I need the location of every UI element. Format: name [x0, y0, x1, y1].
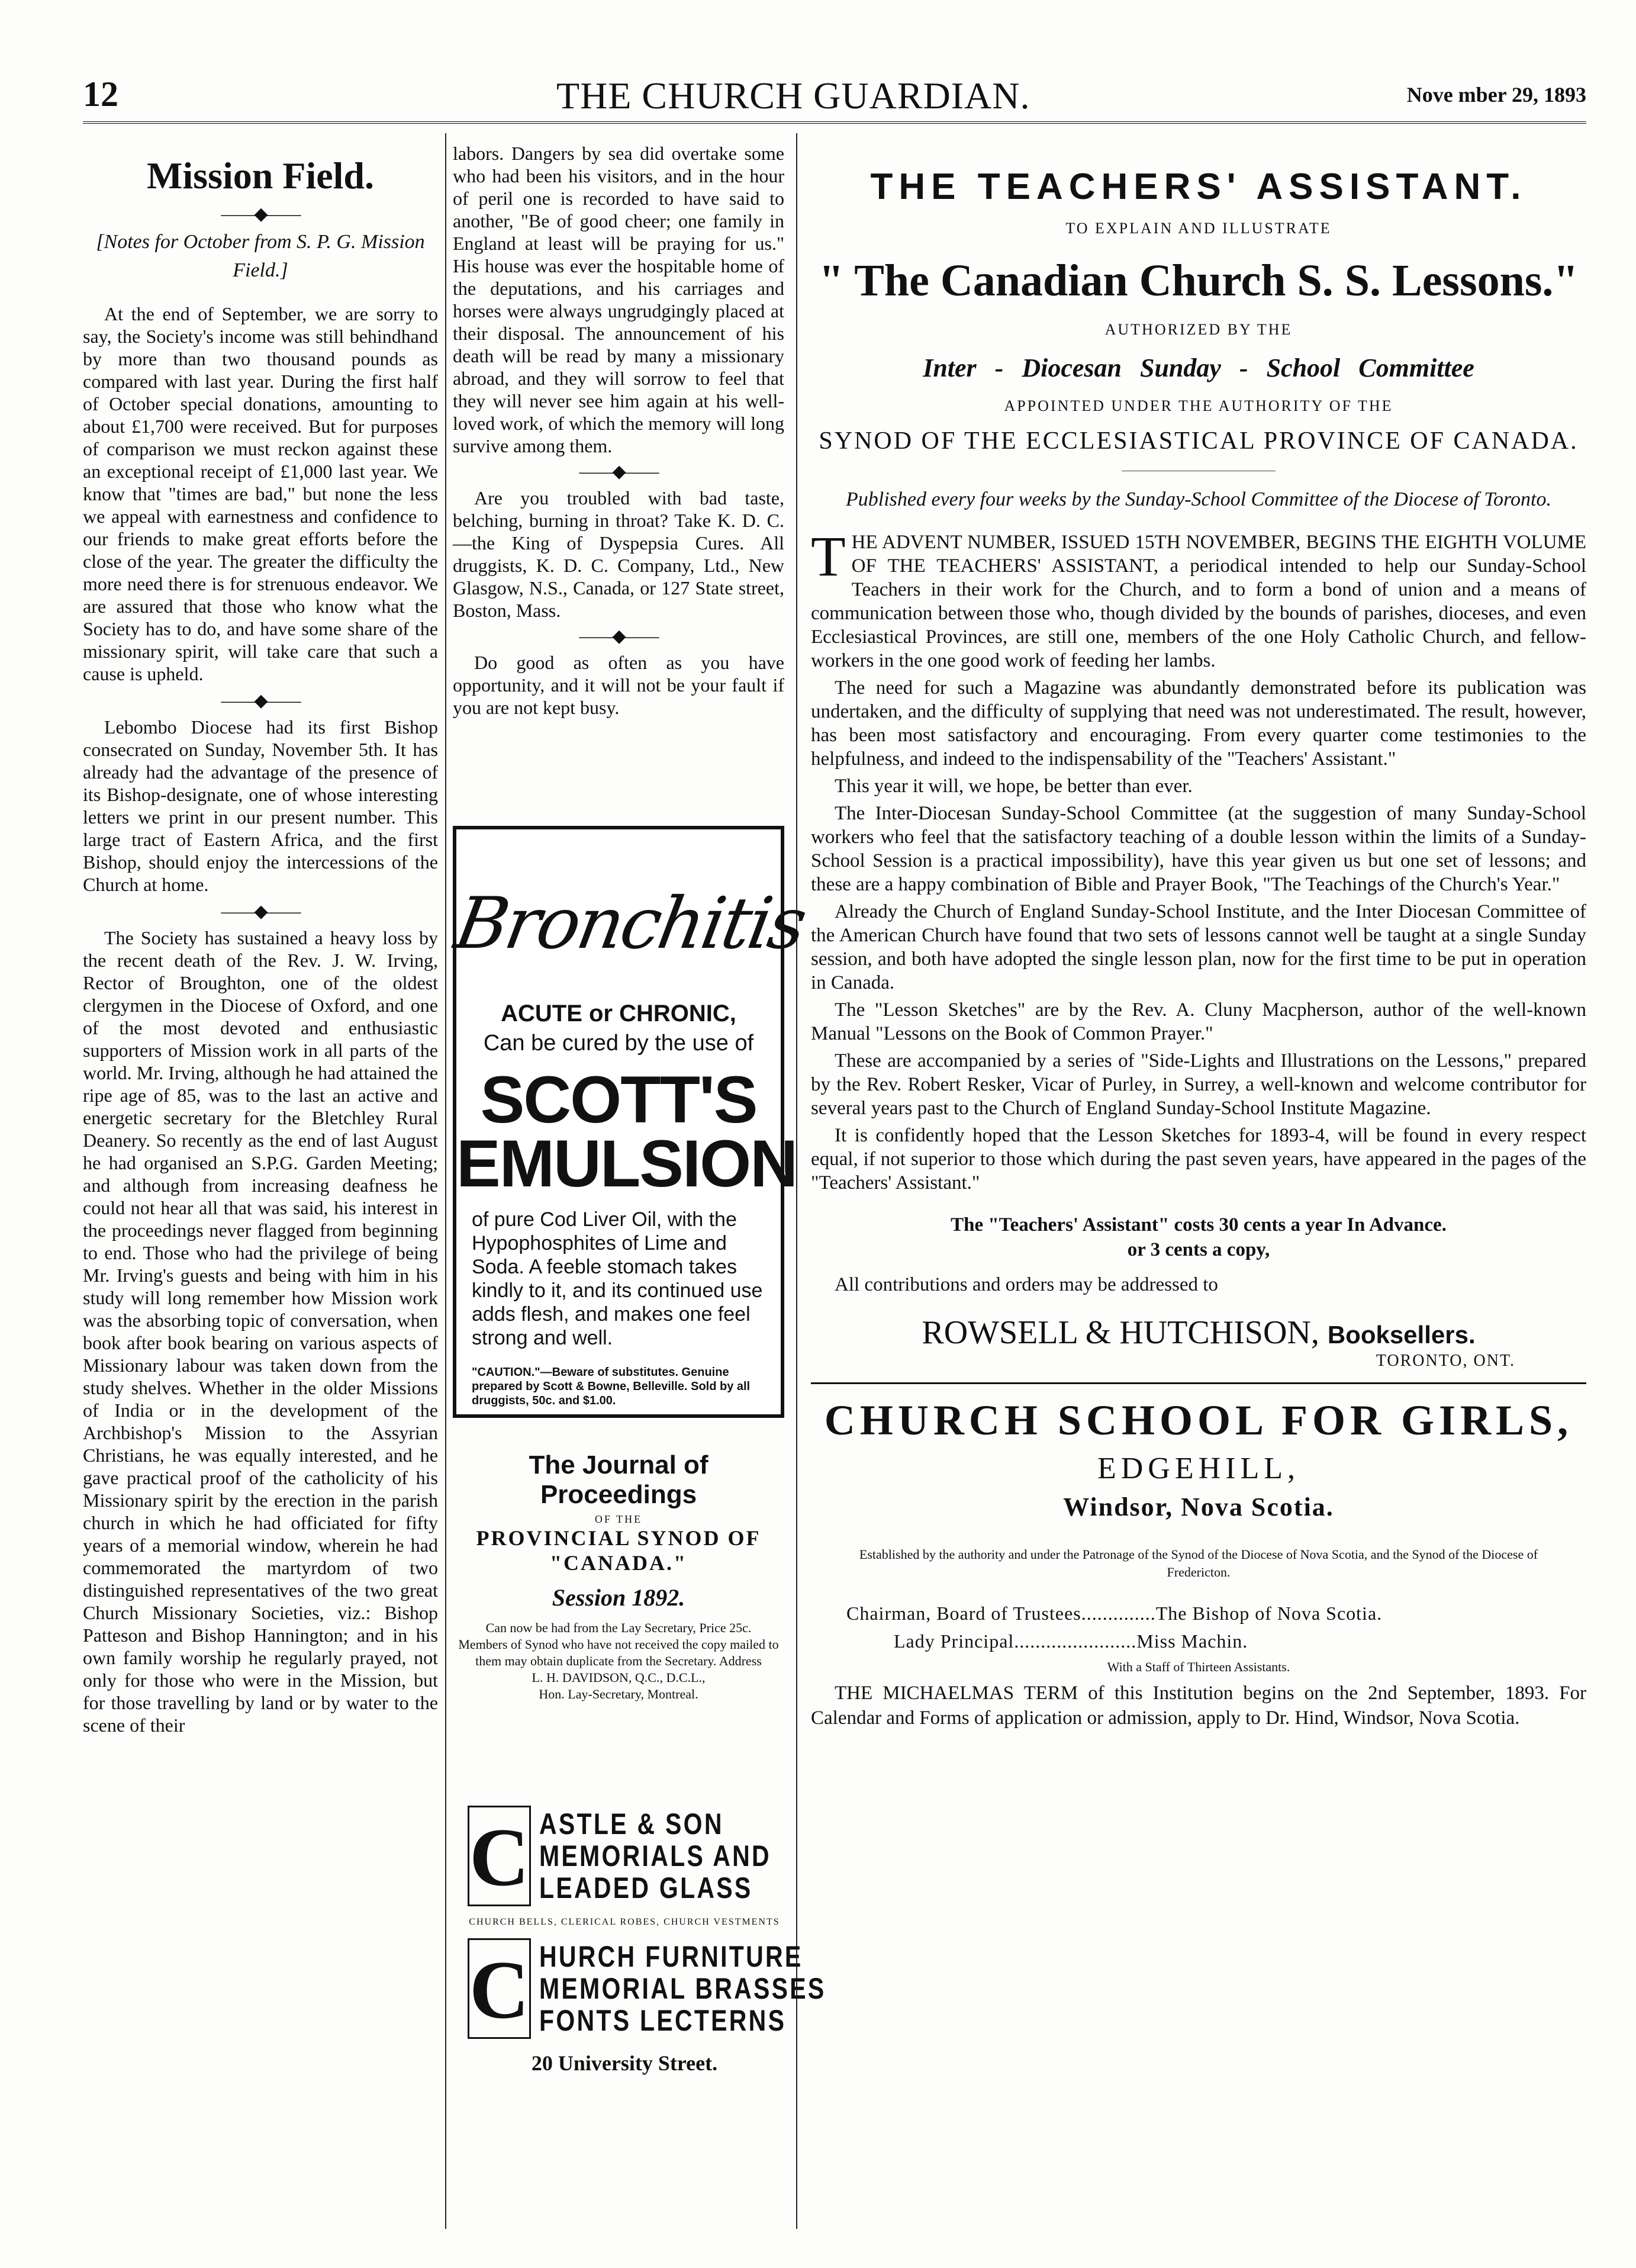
publication-note: Published every four weeks by the Sunday-School Committee of the Diocese of Toronto. — [846, 488, 1551, 510]
advert-caution: "CAUTION."—Beware of substitutes. Genuine prepared by Scott & Bowne, Belleville. Sold by all druggists, 50c. and $1.00. — [472, 1366, 751, 1407]
advert-lines — [539, 1941, 826, 2037]
advert-line: MEMORIALS AND — [539, 1839, 771, 1873]
middle-column — [453, 142, 784, 722]
school-staff: With a Staff of Thirteen Assistants. — [1107, 1659, 1290, 1674]
paragraph: The Society has sustained a heavy loss by the recent death of the Rev. J. W. Irving, Rector of Broughton, one of the oldest clergymen in the Diocese of Oxford, and one of the most devoted and enthusiastic supporters of Mission work in all parts of the world. Mr. Irving, although he had attained the ripe age of 85, was to the last an active and energetic secretary for the Bletchley Rural Deanery. So recently as the end of last August he had organised an S.P.G. Garden Meeting; and although from increasing deafness he could not hear all that was said, his interest in the proceedings never flagged from beginning to end. Those who had the privilege of being Mr. Irving's guests and being with him in his study will long remember how Mission work was the absorbing topic of conversation, when book after book bearing on various aspects of Missionary labour was taken down from the study shelves. Whether in the older Missions of India or in the development of the Archbishop's Mission to the Assyrian Christians, he was equally interested, and he gave practical proof of the catholicity of his Missionary spirit by the erection in the parish church in which he had officiated for fifty years of a memorial window, wherein he had commemorated the martyrdom of two distinguished representatives of the two great Church Missionary Societies, viz.: Bishop Patteson and Bishop Hannington; and in his own family worship he regularly prayed, not only for those who were in the Mission, but for those travelling by land or by water to the scene of their — [83, 927, 438, 1736]
detail-line: Hon. Lay-Secretary, Montreal. — [539, 1687, 698, 1701]
school-town: Windsor, Nova Scotia. — [1063, 1492, 1334, 1521]
article-continuation — [453, 142, 784, 719]
committee-heading: Inter - Diocesan Sunday - School Committee — [923, 353, 1474, 382]
journal-line: OF THE — [594, 1513, 643, 1525]
advert-line: Can be cured by the use of — [483, 1031, 754, 1056]
divider — [811, 1382, 1586, 1384]
school-chairman: Chairman, Board of Trustees..............The Bishop of Nova Scotia. — [846, 1603, 1383, 1624]
paragraph: It is confidently hoped that the Lesson Sketches for 1893-4, will be found in every respect equal, if not superior to those which during the past seven years, have appeared in the pages of the "Teachers' Assistant." — [811, 1125, 1586, 1193]
publisher-trade: Booksellers. — [1327, 1321, 1476, 1349]
contribution-note: All contributions and orders may be addressed to — [835, 1274, 1218, 1295]
paragraph: Do good as often as you have opportunity, and it will not be your fault if you are not kept busy. — [453, 652, 784, 718]
school-established: Established by the authority and under the Patronage of the Synod of the Diocese of Nova Scotia, and the Synod of the Diocese of Fredericton. — [859, 1547, 1538, 1579]
school-title: CHURCH SCHOOL FOR GIRLS, — [824, 1397, 1573, 1444]
advert-description: of pure Cod Liver Oil, with the Hypophosphites of Lime and Soda. A feeble stomach takes kindly to it, and its continued use adds flesh, and makes one feel strong and well. — [472, 1208, 763, 1349]
price-line: or 3 cents a copy, — [1127, 1239, 1270, 1260]
advert-line: ACUTE or CHRONIC, — [501, 1001, 736, 1027]
paragraph: The Inter-Diocesan Sunday-School Committee (at the suggestion of many Sunday-School workers who feel that the satisfactory teaching of a double lesson within the limits of a Sunday-School Session is a practical impossibility), have this year given us but one set of lessons; and these are a happy combination of Bible and Prayer Book, "The Teachings of the Church's Year." — [811, 803, 1586, 895]
separator: ——◆—— — [221, 204, 300, 224]
advert-title: THE TEACHERS' ASSISTANT. — [870, 166, 1527, 207]
detail-line: Can now be had from the Lay Secretary, Price 25c. — [485, 1620, 752, 1635]
advert-line: ASTLE & SON — [539, 1807, 724, 1841]
paragraph: The "Lesson Sketches" are by the Rev. A. Cluny Macpherson, author of the well-known Manual "Lessons on the Book of Common Prayer." — [811, 999, 1586, 1044]
advert-line: MEMORIAL BRASSES — [539, 1972, 826, 2005]
price-note — [811, 1212, 1586, 1262]
synod-heading: SYNOD OF THE ECCLESIASTICAL PROVINCE OF CANADA. — [819, 427, 1579, 455]
mission-field-column — [83, 142, 438, 1741]
advert-line: LEADED GLASS — [539, 1871, 753, 1905]
lessons-heading: " The Canadian Church S. S. Lessons." — [819, 256, 1579, 305]
paragraph: These are accompanied by a series of "Side-Lights and Illustrations on the Lessons," prepared by the Rev. Robert Resker, Vicar of Purley, in Surrey, a well-known and welcome contributor for several years past to the Church of England Sunday-School Institute Magazine. — [811, 1050, 1586, 1119]
paragraph-text: HE ADVENT NUMBER, ISSUED 15TH NOVEMBER, BEGINS THE EIGHTH VOLUME OF THE TEACHERS' ASSISTANT, a periodical intended to help our Sunday-School Teachers in their work for the Church, and to form a bond of union and a means of communication between those who, though divided by the bounds of parishes, dioceses, and even Ecclesiastical Provinces, are still one, members of the one Holy Catholic Church, and fellow-workers in the one good work of feeding her lambs. — [811, 532, 1586, 671]
detail-line: Members of Synod who have not received the copy mailed to them may obtain duplicate from the Secretary. Address — [458, 1637, 779, 1668]
paragraph: Lebombo Diocese had its first Bishop consecrated on Sunday, November 5th. It has already had the advantage of the presence of its Bishop-designate, one of whose interesting letters we print in our present number. This large tract of Eastern Africa, and the first Bishop, should enjoy the intercessions of the Church at home. — [83, 716, 438, 895]
advert-subtitle: TO EXPLAIN AND ILLUSTRATE — [1065, 220, 1332, 237]
masthead: THE CHURCH GUARDIAN. — [556, 75, 1030, 117]
journal-synod — [453, 1526, 784, 1575]
ornamental-initial: C — [468, 1938, 531, 2039]
kdc-advert: Are you troubled with bad taste, belching, burning in throat? Take K. D. C.—the King of Dyspepsia Cures. All druggists, K. D. C. Company, Ltd., New Glasgow, N.S., Canada, or 127 State street, Boston, Mass. — [453, 487, 784, 621]
brand-line: EMULSION — [456, 1127, 797, 1201]
advert-line: AUTHORIZED BY THE — [1104, 321, 1293, 338]
journal-session: Session 1892. — [552, 1584, 685, 1611]
scotts-emulsion-advert — [449, 826, 811, 1418]
advert-block — [468, 1938, 826, 2039]
drop-cap: T — [811, 525, 846, 588]
separator: ——◆—— — [579, 462, 658, 481]
advert-line: FONTS LECTERNS — [539, 2004, 787, 2037]
paragraph: Already the Church of England Sunday-School Institute, and the Inter Diocesan Committee of the American Church have found that two sets of lessons cannot well be taught at a single Sunday session, and both have adopted the single lesson plan, now for the first time to be put in operation in Canada. — [811, 901, 1586, 993]
synod-line: "CANADA." — [550, 1551, 687, 1575]
paragraph: This year it will, we hope, be better than ever. — [835, 776, 1193, 797]
article-body — [83, 303, 438, 1736]
column-rule — [445, 133, 446, 2229]
detail-line: L. H. DAVIDSON, Q.C., D.C.L., — [532, 1670, 706, 1685]
page-number: 12 — [83, 75, 118, 114]
advert-lines — [539, 1808, 771, 1904]
advert-line: HURCH FURNITURE — [539, 1940, 803, 1973]
journal-advert — [453, 1450, 784, 1703]
advert-small-line: CHURCH BELLS, CLERICAL ROBES, CHURCH VESTMENTS — [469, 1917, 780, 1927]
paragraph: The need for such a Magazine was abundantly demonstrated before its publication was undertaken, and the difficulty of supplying that need was not underestimated. The result, however, has been most satisfactory and encouraging. From every quarter come testimonies to the helpfulness, and indeed to the indispensability of the "Teachers' Assistant." — [811, 677, 1586, 770]
publisher: ROWSELL & HUTCHISON, — [922, 1314, 1319, 1351]
paragraph — [811, 525, 1586, 673]
teachers-assistant-column — [811, 142, 1586, 1730]
brand-line: SCOTT'S — [480, 1063, 757, 1137]
advert-address: 20 University Street. — [531, 2051, 718, 2075]
school-principal: Lady Principal.......................Miss Machin. — [894, 1630, 1248, 1652]
synod-line: PROVINCIAL SYNOD OF — [476, 1526, 761, 1550]
page-header — [83, 74, 1586, 127]
advert-body — [811, 525, 1586, 1195]
separator: ——◆—— — [221, 691, 300, 710]
publisher-name — [811, 1314, 1586, 1352]
ornamental-initial: C — [468, 1806, 531, 1906]
separator: ——◆—— — [579, 626, 658, 646]
journal-title: The Journal of Proceedings — [529, 1450, 708, 1509]
advert-block — [468, 1806, 781, 1906]
section-notes: [Notes for October from S. P. G. Mission Field.] — [96, 231, 425, 281]
advert-brand — [456, 1063, 797, 1201]
price-line: The "Teachers' Assistant" costs 30 cents a year In Advance. — [951, 1214, 1447, 1236]
publisher-city: TORONTO, ONT. — [1376, 1352, 1515, 1370]
castle-son-advert — [468, 1806, 826, 2076]
advert-script-heading: Bronchitis — [449, 883, 811, 965]
paragraph: At the end of September, we are sorry to say, the Society's income was still behindhand by more than two thousand pounds as compared with last year. During the first half of October special donations, amounting to about £1,700 were received. But for purposes of comparison we must reckon against these an exceptional receipt of £1,000 last year. We know that "times are bad," but none the less we appeal with earnestness and confidence to our friends to make great efforts before the close of the year. The greater the difficulty the more need there is for strenuous endeavor. We are assured that those who know what the Society has to do, and have some share of the missionary spirit, will take care that such a cause is upheld. — [83, 303, 438, 684]
separator: ——◆—— — [221, 902, 300, 921]
school-location: EDGEHILL, — [1097, 1452, 1300, 1485]
advert-line: APPOINTED UNDER THE AUTHORITY OF THE — [1004, 397, 1393, 414]
paragraph: labors. Dangers by sea did overtake some who had been his visitors, and in the hour of peril one is recorded to have said to another, "Be of good cheer; one family in England at least will be praying for us." His house was ever the hospitable home of the deputations, and his carriages and horses were always ungrudgingly placed at their disposal. The announcement of his death will be read by many a missionary abroad, and they will sorrow to feel that they will never see him again at his well-loved work, of which the memory will long survive among them. — [453, 143, 784, 456]
journal-details — [453, 1620, 784, 1703]
section-title: Mission Field. — [146, 155, 375, 197]
issue-date: Nove mber 29, 1893 — [1406, 83, 1586, 107]
header-rule — [83, 121, 1586, 124]
school-term: THE MICHAELMAS TERM of this Institution begins on the 2nd September, 1893. For Calendar and Forms of application or admission, apply to Dr. Hind, Windsor, Nova Scotia. — [811, 1682, 1586, 1729]
